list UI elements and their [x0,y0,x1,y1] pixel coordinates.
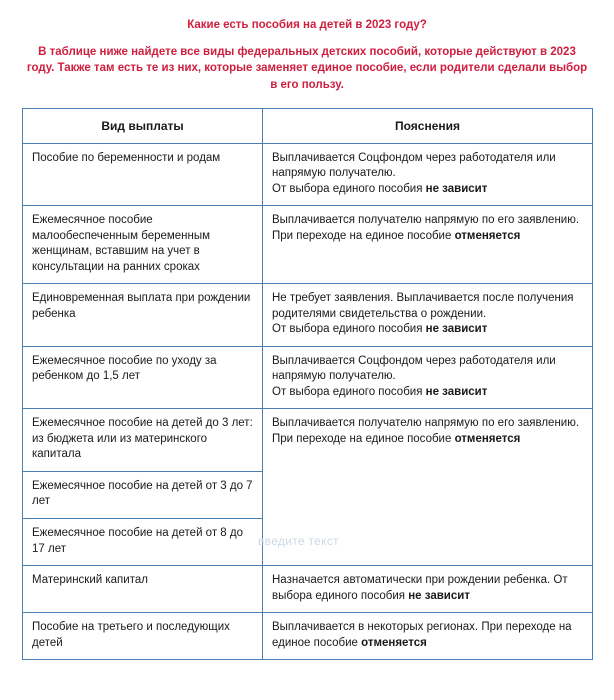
column-header-explanations: Пояснения [263,108,593,143]
benefit-explanation [263,613,593,660]
table-row [23,346,593,409]
benefit-explanation [263,284,593,347]
column-header-payment-type: Вид выплаты [23,108,263,143]
explanation-line-2-prefix: При переходе на единое пособие [272,432,455,445]
benefit-name: Пособие на третьего и последующих детей [23,613,263,660]
explanation-line-2-emphasis: не зависит [425,323,488,336]
benefit-explanation [263,566,593,613]
benefits-table [22,108,593,661]
table-header-row [23,108,593,143]
benefit-name: Материнский капитал [23,566,263,613]
table-row [23,143,593,206]
explanation-line-1: Не требует заявления. Выплачивается после получения родителями свидетельства о рождении. [272,292,574,320]
explanation-line-2-prefix: От выбора единого пособия [272,385,426,398]
benefit-name: Ежемесячное пособие малообеспеченным беременным женщинам, вставшим на учет в консультации на ранних сроках [23,206,263,284]
benefit-explanation-merged [263,409,593,566]
explanation-line-1: Выплачивается получателю напрямую по его заявлению. [272,417,580,430]
explanation-line-1: Выплачивается в некоторых регионах. При переходе на единое пособие [272,621,572,649]
table-row [23,206,593,284]
explanation-emphasis: отменяется [361,636,427,649]
explanation-line-1: Выплачивается Соцфондом через работодателя или напрямую получателю. [272,151,556,180]
benefit-name: Ежемесячное пособие на детей от 3 до 7 лет [23,471,263,518]
benefit-explanation [263,143,593,206]
explanation-line-2-emphasis: отменяется [454,432,521,445]
watermark-text: введите текст [258,534,339,548]
page-title: Какие есть пособия на детей в 2023 году? [187,19,427,31]
benefit-name: Единовременная выплата при рождении ребенка [23,284,263,347]
explanation-line-2-prefix: От выбора единого пособия [272,182,426,195]
intro-paragraph: В таблице ниже найдете все виды федеральных детских пособий, которые действуют в 2023 году. Также там есть те из них, которые заменяет единое пособие, если родители сделали выбор в его пользу. [26,45,588,91]
explanation-line-1: Назначается автоматически при рождении ребенка. От выбора единого пособия [272,574,568,602]
table-row [23,409,593,472]
benefit-name: Ежемесячное пособие по уходу за ребенком до 1,5 лет [23,346,263,409]
explanation-line-2-emphasis: отменяется [454,229,521,242]
table-row [23,284,593,347]
benefit-name: Ежемесячное пособие на детей до 3 лет: из бюджета или из материнского капитала [23,409,263,472]
explanation-line-2-emphasis: не зависит [425,182,488,195]
benefit-name: Пособие по беременности и родам [23,143,263,206]
explanation-line-2-emphasis: не зависит [425,385,488,398]
explanation-line-2-prefix: При переходе на единое пособие [272,229,455,242]
benefit-name: Ежемесячное пособие на детей от 8 до 17 лет [23,519,263,566]
explanation-line-1: Выплачивается получателю напрямую по его заявлению. [272,214,580,227]
benefit-explanation [263,346,593,409]
explanation-line-1: Выплачивается Соцфондом через работодателя или напрямую получателю. [272,354,556,383]
benefit-explanation [263,206,593,284]
table-row [23,566,593,613]
explanation-line-2-prefix: От выбора единого пособия [272,323,426,336]
explanation-emphasis: не зависит [408,589,470,602]
table-row [23,613,593,660]
